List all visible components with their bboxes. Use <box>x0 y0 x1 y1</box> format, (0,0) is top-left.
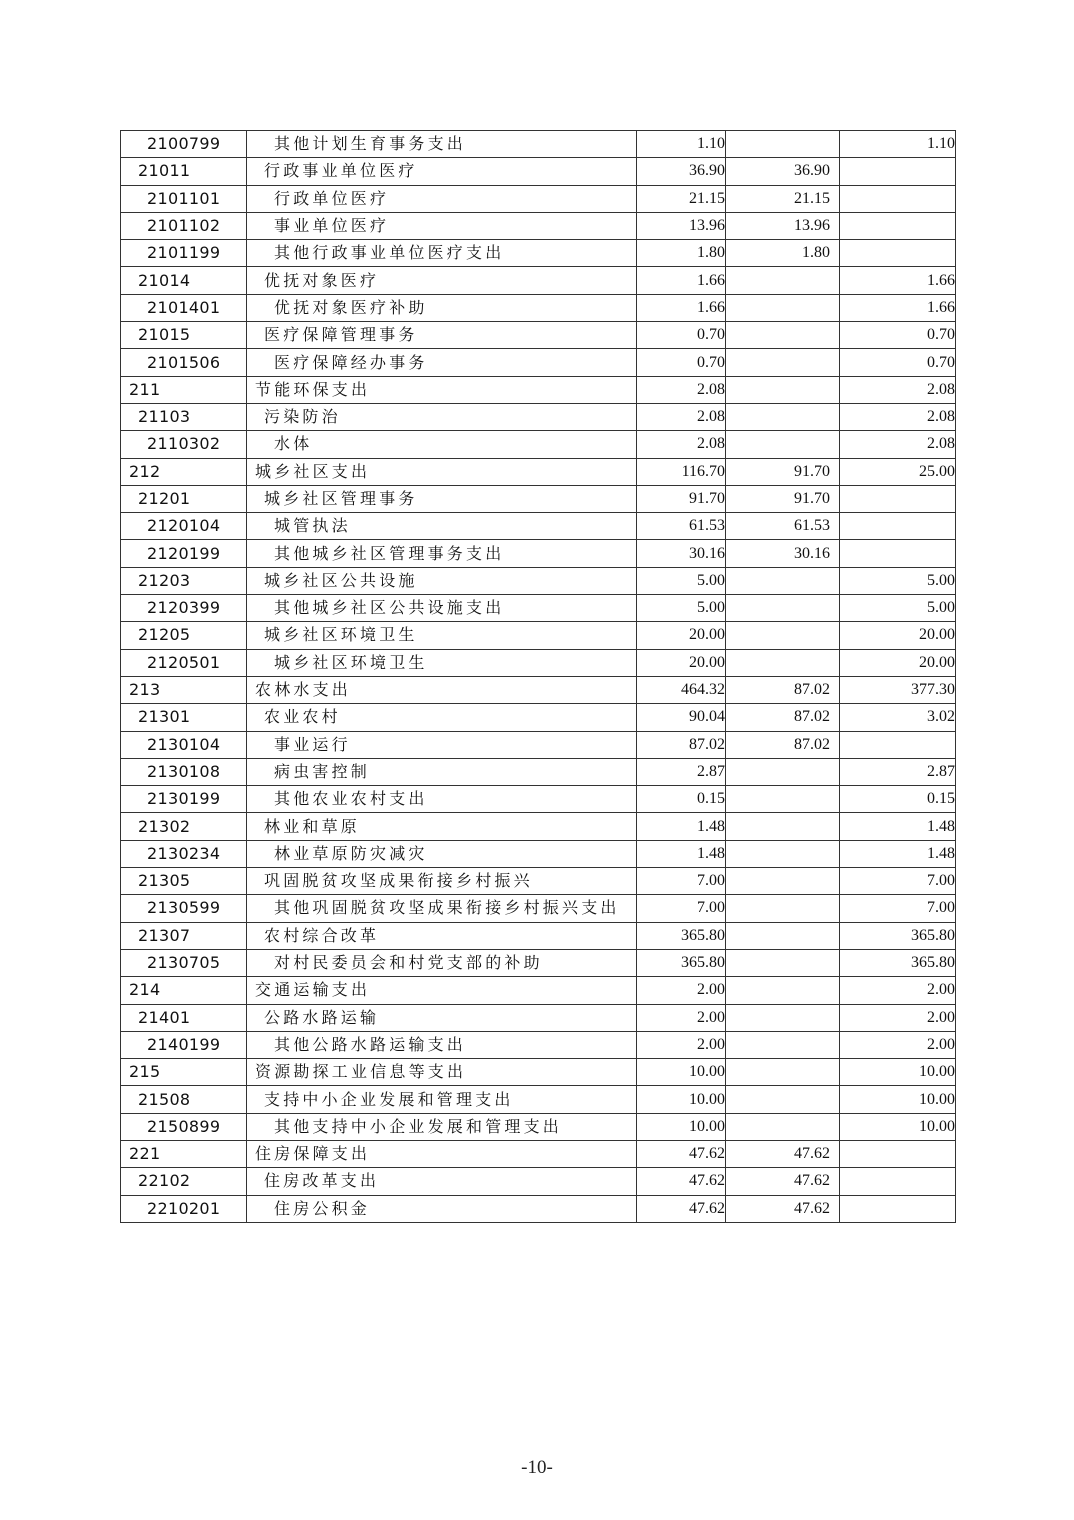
table-row <box>121 322 956 349</box>
basic-expenditure-cell <box>726 376 840 403</box>
total-amount-cell: 2.08 <box>637 376 726 403</box>
table-row <box>121 622 956 649</box>
table-row <box>121 704 956 731</box>
basic-expenditure-cell <box>726 786 840 813</box>
total-amount-cell: 2.87 <box>637 758 726 785</box>
project-expenditure-cell: 2.00 <box>840 1004 956 1031</box>
table-row <box>121 1086 956 1113</box>
basic-expenditure-cell: 30.16 <box>726 540 840 567</box>
table-row <box>121 485 956 512</box>
account-name-cell: 其他公路水路运输支出 <box>247 1031 637 1058</box>
account-code-cell: 2120104 <box>121 513 247 540</box>
table-row <box>121 840 956 867</box>
account-name-cell: 优抚对象医疗补助 <box>247 294 637 321</box>
table-row <box>121 813 956 840</box>
account-name-cell: 事业运行 <box>247 731 637 758</box>
account-code-cell: 21201 <box>121 485 247 512</box>
basic-expenditure-cell <box>726 349 840 376</box>
basic-expenditure-cell <box>726 949 840 976</box>
basic-expenditure-cell <box>726 840 840 867</box>
project-expenditure-cell: 5.00 <box>840 567 956 594</box>
account-name-cell: 其他支持中小企业发展和管理支出 <box>247 1113 637 1140</box>
account-code-cell: 2130705 <box>121 949 247 976</box>
total-amount-cell: 47.62 <box>637 1140 726 1167</box>
account-name-cell: 行政事业单位医疗 <box>247 158 637 185</box>
account-name-cell: 其他城乡社区管理事务支出 <box>247 540 637 567</box>
total-amount-cell: 10.00 <box>637 1086 726 1113</box>
table-row <box>121 131 956 158</box>
account-name-cell: 医疗保障管理事务 <box>247 322 637 349</box>
total-amount-cell: 0.15 <box>637 786 726 813</box>
account-name-cell: 支持中小企业发展和管理支出 <box>247 1086 637 1113</box>
table-row <box>121 595 956 622</box>
basic-expenditure-cell <box>726 322 840 349</box>
basic-expenditure-cell: 21.15 <box>726 185 840 212</box>
project-expenditure-cell <box>840 158 956 185</box>
project-expenditure-cell: 0.70 <box>840 349 956 376</box>
total-amount-cell: 90.04 <box>637 704 726 731</box>
project-expenditure-cell <box>840 1140 956 1167</box>
total-amount-cell: 10.00 <box>637 1113 726 1140</box>
account-name-cell: 住房公积金 <box>247 1195 637 1222</box>
total-amount-cell: 2.08 <box>637 431 726 458</box>
account-code-cell: 2130108 <box>121 758 247 785</box>
table-row <box>121 922 956 949</box>
account-code-cell: 2101401 <box>121 294 247 321</box>
account-name-cell: 水体 <box>247 431 637 458</box>
table-row <box>121 649 956 676</box>
account-name-cell: 污染防治 <box>247 403 637 430</box>
basic-expenditure-cell: 1.80 <box>726 240 840 267</box>
account-name-cell: 其他农业农村支出 <box>247 786 637 813</box>
account-code-cell: 215 <box>121 1059 247 1086</box>
basic-expenditure-cell: 36.90 <box>726 158 840 185</box>
total-amount-cell: 365.80 <box>637 922 726 949</box>
account-code-cell: 21307 <box>121 922 247 949</box>
basic-expenditure-cell <box>726 622 840 649</box>
table-row <box>121 1168 956 1195</box>
account-code-cell: 2130104 <box>121 731 247 758</box>
account-name-cell: 住房改革支出 <box>247 1168 637 1195</box>
total-amount-cell: 365.80 <box>637 949 726 976</box>
basic-expenditure-cell <box>726 922 840 949</box>
account-name-cell: 城管执法 <box>247 513 637 540</box>
total-amount-cell: 20.00 <box>637 622 726 649</box>
table-row <box>121 676 956 703</box>
basic-expenditure-cell <box>726 267 840 294</box>
total-amount-cell: 1.48 <box>637 813 726 840</box>
table-row <box>121 158 956 185</box>
basic-expenditure-cell <box>726 1059 840 1086</box>
account-code-cell: 2120199 <box>121 540 247 567</box>
table-row <box>121 212 956 239</box>
account-code-cell: 213 <box>121 676 247 703</box>
table-row <box>121 185 956 212</box>
project-expenditure-cell: 1.48 <box>840 840 956 867</box>
account-code-cell: 2130599 <box>121 895 247 922</box>
account-name-cell: 资源勘探工业信息等支出 <box>247 1059 637 1086</box>
table-row <box>121 731 956 758</box>
total-amount-cell: 1.48 <box>637 840 726 867</box>
total-amount-cell: 2.08 <box>637 403 726 430</box>
total-amount-cell: 7.00 <box>637 868 726 895</box>
total-amount-cell: 116.70 <box>637 458 726 485</box>
account-name-cell: 其他计划生育事务支出 <box>247 131 637 158</box>
account-code-cell: 21301 <box>121 704 247 731</box>
table-row <box>121 1113 956 1140</box>
account-name-cell: 其他巩固脱贫攻坚成果衔接乡村振兴支出 <box>247 895 637 922</box>
account-code-cell: 21205 <box>121 622 247 649</box>
account-name-cell: 行政单位医疗 <box>247 185 637 212</box>
project-expenditure-cell: 1.10 <box>840 131 956 158</box>
table-row <box>121 949 956 976</box>
basic-expenditure-cell: 91.70 <box>726 485 840 512</box>
account-name-cell: 对村民委员会和村党支部的补助 <box>247 949 637 976</box>
account-code-cell: 2101506 <box>121 349 247 376</box>
account-name-cell: 城乡社区环境卫生 <box>247 649 637 676</box>
total-amount-cell: 1.66 <box>637 294 726 321</box>
project-expenditure-cell <box>840 731 956 758</box>
account-code-cell: 214 <box>121 977 247 1004</box>
account-code-cell: 22102 <box>121 1168 247 1195</box>
account-name-cell: 农村综合改革 <box>247 922 637 949</box>
account-name-cell: 优抚对象医疗 <box>247 267 637 294</box>
account-code-cell: 21103 <box>121 403 247 430</box>
project-expenditure-cell: 0.70 <box>840 322 956 349</box>
basic-expenditure-cell: 13.96 <box>726 212 840 239</box>
table-body <box>121 131 956 1223</box>
project-expenditure-cell: 2.87 <box>840 758 956 785</box>
account-code-cell: 2120501 <box>121 649 247 676</box>
project-expenditure-cell: 2.08 <box>840 403 956 430</box>
account-code-cell: 212 <box>121 458 247 485</box>
project-expenditure-cell <box>840 513 956 540</box>
account-name-cell: 事业单位医疗 <box>247 212 637 239</box>
basic-expenditure-cell <box>726 131 840 158</box>
project-expenditure-cell <box>840 1195 956 1222</box>
table-row <box>121 376 956 403</box>
account-name-cell: 林业草原防灾减灾 <box>247 840 637 867</box>
account-name-cell: 其他行政事业单位医疗支出 <box>247 240 637 267</box>
account-code-cell: 2140199 <box>121 1031 247 1058</box>
project-expenditure-cell: 0.15 <box>840 786 956 813</box>
total-amount-cell: 87.02 <box>637 731 726 758</box>
table-row <box>121 786 956 813</box>
account-code-cell: 21302 <box>121 813 247 840</box>
table-row <box>121 1195 956 1222</box>
basic-expenditure-cell <box>726 758 840 785</box>
project-expenditure-cell: 5.00 <box>840 595 956 622</box>
total-amount-cell: 0.70 <box>637 349 726 376</box>
account-code-cell: 221 <box>121 1140 247 1167</box>
project-expenditure-cell: 2.00 <box>840 977 956 1004</box>
basic-expenditure-cell <box>726 595 840 622</box>
basic-expenditure-cell <box>726 895 840 922</box>
basic-expenditure-cell: 47.62 <box>726 1195 840 1222</box>
table-row <box>121 267 956 294</box>
project-expenditure-cell <box>840 485 956 512</box>
project-expenditure-cell: 20.00 <box>840 622 956 649</box>
account-name-cell: 病虫害控制 <box>247 758 637 785</box>
account-code-cell: 21305 <box>121 868 247 895</box>
account-name-cell: 交通运输支出 <box>247 977 637 1004</box>
project-expenditure-cell: 10.00 <box>840 1113 956 1140</box>
project-expenditure-cell: 7.00 <box>840 895 956 922</box>
total-amount-cell: 36.90 <box>637 158 726 185</box>
table-row <box>121 540 956 567</box>
project-expenditure-cell: 377.30 <box>840 676 956 703</box>
project-expenditure-cell: 10.00 <box>840 1059 956 1086</box>
project-expenditure-cell: 365.80 <box>840 949 956 976</box>
account-name-cell: 医疗保障经办事务 <box>247 349 637 376</box>
account-name-cell: 城乡社区环境卫生 <box>247 622 637 649</box>
table-row <box>121 1059 956 1086</box>
account-name-cell: 农业农村 <box>247 704 637 731</box>
account-name-cell: 城乡社区管理事务 <box>247 485 637 512</box>
project-expenditure-cell: 25.00 <box>840 458 956 485</box>
account-code-cell: 2120399 <box>121 595 247 622</box>
project-expenditure-cell: 20.00 <box>840 649 956 676</box>
account-code-cell: 211 <box>121 376 247 403</box>
total-amount-cell: 2.00 <box>637 1004 726 1031</box>
table-row <box>121 458 956 485</box>
project-expenditure-cell: 365.80 <box>840 922 956 949</box>
table-row <box>121 895 956 922</box>
total-amount-cell: 21.15 <box>637 185 726 212</box>
basic-expenditure-cell <box>726 1113 840 1140</box>
table-row <box>121 1004 956 1031</box>
project-expenditure-cell: 1.48 <box>840 813 956 840</box>
account-code-cell: 2110302 <box>121 431 247 458</box>
total-amount-cell: 5.00 <box>637 595 726 622</box>
page-number: -10- <box>521 1457 553 1478</box>
total-amount-cell: 30.16 <box>637 540 726 567</box>
account-name-cell: 节能环保支出 <box>247 376 637 403</box>
account-code-cell: 2210201 <box>121 1195 247 1222</box>
account-code-cell: 21014 <box>121 267 247 294</box>
basic-expenditure-cell <box>726 1086 840 1113</box>
account-name-cell: 林业和草原 <box>247 813 637 840</box>
basic-expenditure-cell <box>726 431 840 458</box>
basic-expenditure-cell: 61.53 <box>726 513 840 540</box>
account-code-cell: 2100799 <box>121 131 247 158</box>
table-row <box>121 240 956 267</box>
basic-expenditure-cell <box>726 1004 840 1031</box>
account-code-cell: 2130199 <box>121 786 247 813</box>
basic-expenditure-cell <box>726 977 840 1004</box>
table-row <box>121 868 956 895</box>
project-expenditure-cell <box>840 240 956 267</box>
table-row <box>121 758 956 785</box>
budget-expenditure-table <box>120 130 956 1223</box>
total-amount-cell: 464.32 <box>637 676 726 703</box>
total-amount-cell: 47.62 <box>637 1168 726 1195</box>
total-amount-cell: 10.00 <box>637 1059 726 1086</box>
table-row <box>121 1140 956 1167</box>
account-code-cell: 2130234 <box>121 840 247 867</box>
account-code-cell: 21011 <box>121 158 247 185</box>
table-row <box>121 349 956 376</box>
account-code-cell: 2101102 <box>121 212 247 239</box>
project-expenditure-cell: 2.08 <box>840 431 956 458</box>
total-amount-cell: 13.96 <box>637 212 726 239</box>
project-expenditure-cell: 2.08 <box>840 376 956 403</box>
basic-expenditure-cell: 47.62 <box>726 1140 840 1167</box>
basic-expenditure-cell: 91.70 <box>726 458 840 485</box>
account-code-cell: 2101101 <box>121 185 247 212</box>
account-name-cell: 城乡社区支出 <box>247 458 637 485</box>
project-expenditure-cell: 2.00 <box>840 1031 956 1058</box>
project-expenditure-cell <box>840 540 956 567</box>
basic-expenditure-cell: 87.02 <box>726 704 840 731</box>
table-row <box>121 977 956 1004</box>
total-amount-cell: 0.70 <box>637 322 726 349</box>
account-name-cell: 农林水支出 <box>247 676 637 703</box>
basic-expenditure-cell <box>726 294 840 321</box>
account-name-cell: 住房保障支出 <box>247 1140 637 1167</box>
total-amount-cell: 1.66 <box>637 267 726 294</box>
basic-expenditure-cell <box>726 813 840 840</box>
account-name-cell: 巩固脱贫攻坚成果衔接乡村振兴 <box>247 868 637 895</box>
basic-expenditure-cell: 87.02 <box>726 731 840 758</box>
project-expenditure-cell: 3.02 <box>840 704 956 731</box>
account-code-cell: 2101199 <box>121 240 247 267</box>
account-name-cell: 公路水路运输 <box>247 1004 637 1031</box>
account-code-cell: 21508 <box>121 1086 247 1113</box>
table-row <box>121 1031 956 1058</box>
total-amount-cell: 2.00 <box>637 977 726 1004</box>
account-code-cell: 21015 <box>121 322 247 349</box>
project-expenditure-cell: 1.66 <box>840 267 956 294</box>
account-code-cell: 21203 <box>121 567 247 594</box>
table-row <box>121 567 956 594</box>
project-expenditure-cell <box>840 1168 956 1195</box>
table-row <box>121 294 956 321</box>
project-expenditure-cell <box>840 185 956 212</box>
project-expenditure-cell <box>840 212 956 239</box>
total-amount-cell: 1.80 <box>637 240 726 267</box>
total-amount-cell: 1.10 <box>637 131 726 158</box>
project-expenditure-cell: 1.66 <box>840 294 956 321</box>
basic-expenditure-cell <box>726 403 840 430</box>
basic-expenditure-cell <box>726 1031 840 1058</box>
project-expenditure-cell: 10.00 <box>840 1086 956 1113</box>
basic-expenditure-cell <box>726 567 840 594</box>
account-name-cell: 其他城乡社区公共设施支出 <box>247 595 637 622</box>
table-row <box>121 513 956 540</box>
total-amount-cell: 91.70 <box>637 485 726 512</box>
project-expenditure-cell: 7.00 <box>840 868 956 895</box>
account-name-cell: 城乡社区公共设施 <box>247 567 637 594</box>
total-amount-cell: 20.00 <box>637 649 726 676</box>
account-code-cell: 21401 <box>121 1004 247 1031</box>
basic-expenditure-cell <box>726 868 840 895</box>
table-row <box>121 403 956 430</box>
basic-expenditure-cell <box>726 649 840 676</box>
total-amount-cell: 61.53 <box>637 513 726 540</box>
total-amount-cell: 2.00 <box>637 1031 726 1058</box>
account-code-cell: 2150899 <box>121 1113 247 1140</box>
total-amount-cell: 7.00 <box>637 895 726 922</box>
total-amount-cell: 5.00 <box>637 567 726 594</box>
basic-expenditure-cell: 47.62 <box>726 1168 840 1195</box>
table-row <box>121 431 956 458</box>
total-amount-cell: 47.62 <box>637 1195 726 1222</box>
basic-expenditure-cell: 87.02 <box>726 676 840 703</box>
